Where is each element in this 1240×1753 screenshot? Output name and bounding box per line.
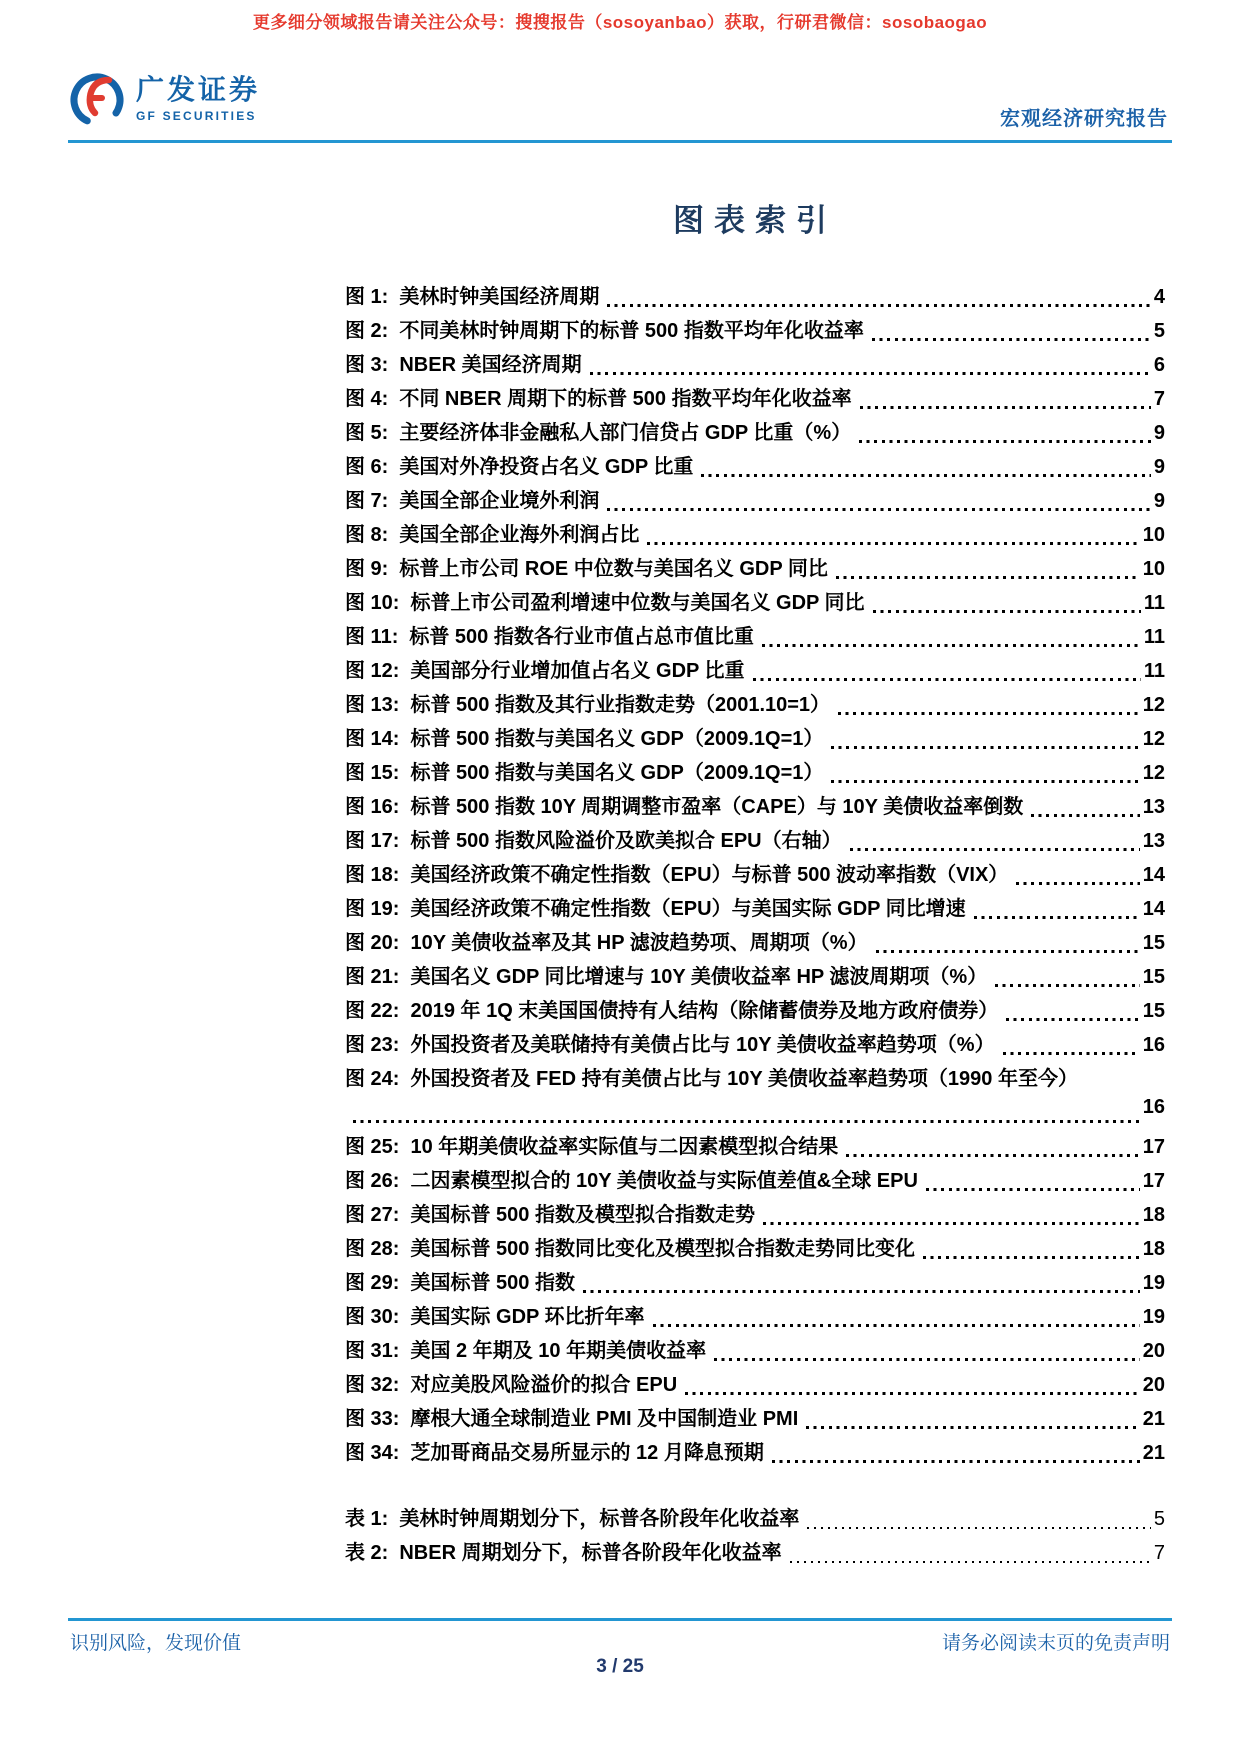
dot-leader xyxy=(1006,1018,1139,1021)
dot-leader xyxy=(995,984,1140,987)
toc-entry[interactable] xyxy=(345,654,1165,688)
toc-entry-title: 美国部分行业增加值占名义 GDP 比重 xyxy=(410,660,745,682)
toc-entry-title: 美林时钟美国经济周期 xyxy=(399,286,600,308)
toc-entry-label: 图 29: xyxy=(345,1272,400,1294)
page-number-indicator: 3 / 25 xyxy=(596,1656,644,1677)
toc-entry-label: 图 5: xyxy=(345,422,389,444)
dot-leader xyxy=(974,916,1140,919)
toc-page-number: 17 xyxy=(1142,1170,1165,1192)
dot-leader xyxy=(836,576,1140,579)
toc-page-number: 20 xyxy=(1142,1340,1165,1362)
toc-page-number: 21 xyxy=(1142,1442,1165,1464)
toc-entry-title: 10Y 美债收益率及其 HP 滤波趋势项、周期项（%） xyxy=(410,932,868,954)
toc-entry[interactable] xyxy=(345,1300,1165,1334)
toc-entry-label: 图 28: xyxy=(345,1238,400,1260)
toc-entry-title: 美国标普 500 指数 xyxy=(410,1272,575,1294)
dot-leader xyxy=(653,1324,1140,1327)
dot-leader xyxy=(831,780,1139,783)
toc-entry[interactable] xyxy=(345,756,1165,790)
toc-section xyxy=(345,196,1165,1570)
toc-page-number: 21 xyxy=(1142,1408,1165,1430)
toc-entry-title: 美国对外净投资占名义 GDP 比重 xyxy=(399,456,694,478)
dot-leader xyxy=(583,1290,1140,1293)
toc-entry-title: 外国投资者及 FED 持有美债占比与 10Y 美债收益率趋势项（1990 年至今） xyxy=(410,1068,1078,1090)
toc-entry-title: 10 年期美债收益率实际值与二因素模型拟合结果 xyxy=(410,1136,839,1158)
toc-entry-title: 标普 500 指数各行业市值占总市值比重 xyxy=(409,626,754,648)
logo-company-name-en: GF SECURITIES xyxy=(136,109,257,123)
toc-entry[interactable] xyxy=(345,1232,1165,1266)
toc-entry-label: 图 17: xyxy=(345,830,400,852)
toc-page-number: 9 xyxy=(1153,490,1165,512)
toc-entry-title: 主要经济体非金融私人部门信贷占 GDP 比重（%） xyxy=(399,422,852,444)
toc-entry-title: 芝加哥商品交易所显示的 12 月降息预期 xyxy=(410,1442,764,1464)
dot-leader xyxy=(876,950,1140,953)
toc-entry[interactable] xyxy=(345,858,1165,892)
toc-page-number: 19 xyxy=(1142,1306,1165,1328)
toc-page-number: 10 xyxy=(1142,524,1165,546)
figure-index-list xyxy=(345,280,1165,1470)
toc-entry-title: 美国标普 500 指数及模型拟合指数走势 xyxy=(410,1204,755,1226)
toc-entry-label: 图 22: xyxy=(345,1000,400,1022)
toc-page-number: 18 xyxy=(1142,1238,1165,1260)
dot-leader xyxy=(806,1426,1139,1429)
toc-entry-label: 图 13: xyxy=(345,694,400,716)
toc-entry-label: 图 2: xyxy=(345,320,389,342)
dot-leader xyxy=(762,644,1141,647)
toc-entry[interactable] xyxy=(345,382,1165,416)
toc-page-number: 20 xyxy=(1142,1374,1165,1396)
report-type-label: 宏观经济研究报告 xyxy=(1000,108,1168,130)
page-title: 图表索引 xyxy=(673,203,837,239)
toc-entry[interactable] xyxy=(345,824,1165,858)
toc-page-number: 18 xyxy=(1142,1204,1165,1226)
toc-entry-title: 标普 500 指数及其行业指数走势（2001.10=1） xyxy=(410,694,831,716)
toc-entry-title: 标普 500 指数与美国名义 GDP（2009.1Q=1） xyxy=(410,728,824,750)
toc-entry-label: 图 10: xyxy=(345,592,400,614)
promo-banner: 更多细分领域报告请关注公众号：搜搜报告（sosoyanbao）获取，行研君微信：sosobaogao xyxy=(252,13,988,32)
dot-leader xyxy=(647,542,1139,545)
toc-entry-label: 图 11: xyxy=(345,626,399,648)
footer-divider xyxy=(68,1618,1172,1621)
toc-page-number: 14 xyxy=(1142,898,1165,920)
toc-entry-label: 表 1: xyxy=(345,1508,389,1530)
toc-entry[interactable] xyxy=(345,1028,1165,1062)
gf-securities-logo xyxy=(68,68,260,130)
toc-entry[interactable] xyxy=(345,518,1165,552)
toc-entry-label: 图 24: xyxy=(345,1068,400,1090)
dot-leader xyxy=(772,1460,1140,1463)
toc-page-number: 14 xyxy=(1142,864,1165,886)
toc-page-number: 11 xyxy=(1143,660,1165,682)
toc-entry[interactable] xyxy=(345,1368,1165,1402)
toc-entry-title: 美国经济政策不确定性指数（EPU）与标普 500 波动率指数（VIX） xyxy=(410,864,1009,886)
dot-leader xyxy=(850,848,1140,851)
toc-entry-label: 图 31: xyxy=(345,1340,400,1362)
toc-page-number: 4 xyxy=(1153,286,1165,308)
toc-entry[interactable] xyxy=(345,994,1165,1028)
toc-entry-label: 图 32: xyxy=(345,1374,400,1396)
dot-leader xyxy=(1003,1052,1140,1055)
toc-page-number: 11 xyxy=(1143,626,1165,648)
toc-entry-title: 标普上市公司盈利增速中位数与美国名义 GDP 同比 xyxy=(410,592,865,614)
toc-entry-title: 美国全部企业境外利润 xyxy=(399,490,600,512)
toc-entry[interactable] xyxy=(345,1062,1165,1096)
toc-entry[interactable] xyxy=(345,552,1165,586)
dot-leader xyxy=(685,1392,1140,1395)
toc-entry-title: 标普 500 指数与美国名义 GDP（2009.1Q=1） xyxy=(410,762,824,784)
toc-entry-title: 2019 年 1Q 末美国国债持有人结构（除储蓄债券及地方政府债券） xyxy=(410,1000,999,1022)
toc-entry[interactable] xyxy=(345,1402,1165,1436)
dot-leader xyxy=(790,1561,1151,1563)
toc-page-number: 16 xyxy=(1142,1034,1165,1056)
toc-entry-label: 图 27: xyxy=(345,1204,400,1226)
toc-entry-label: 图 26: xyxy=(345,1170,400,1192)
dot-leader xyxy=(607,304,1151,307)
toc-entry-title: 美国 2 年期及 10 年期美债收益率 xyxy=(410,1340,707,1362)
toc-entry-title: NBER 周期划分下，标普各阶段年化收益率 xyxy=(399,1542,782,1564)
toc-page-number: 5 xyxy=(1153,320,1165,342)
toc-entry[interactable] xyxy=(345,484,1165,518)
toc-entry-label: 图 21: xyxy=(345,966,400,988)
toc-entry-title: 标普 500 指数风险溢价及欧美拟合 EPU（右轴） xyxy=(410,830,842,852)
toc-entry[interactable] xyxy=(345,314,1165,348)
toc-entry[interactable] xyxy=(345,1334,1165,1368)
toc-entry-label: 图 4: xyxy=(345,388,389,410)
dot-leader xyxy=(859,440,1151,443)
dot-leader xyxy=(763,1222,1140,1225)
toc-entry-title: 美国经济政策不确定性指数（EPU）与美国实际 GDP 同比增速 xyxy=(410,898,966,920)
logo-company-name: 广发证券 xyxy=(136,74,261,105)
toc-entry-label: 图 15: xyxy=(345,762,400,784)
dot-leader xyxy=(860,406,1151,409)
toc-page-number: 15 xyxy=(1142,932,1165,954)
toc-entry-continuation[interactable] xyxy=(345,1096,1165,1130)
toc-entry-label: 图 3: xyxy=(345,354,389,376)
toc-entry[interactable] xyxy=(345,416,1165,450)
toc-entry-label: 图 8: xyxy=(345,524,389,546)
dot-leader xyxy=(846,1154,1139,1157)
dot-leader xyxy=(807,1527,1151,1529)
toc-entry-title: NBER 美国经济周期 xyxy=(399,354,582,376)
toc-entry[interactable] xyxy=(345,1164,1165,1198)
toc-entry-title: 摩根大通全球制造业 PMI 及中国制造业 PMI xyxy=(410,1408,799,1430)
toc-entry[interactable] xyxy=(345,1536,1165,1570)
toc-page-number: 13 xyxy=(1142,830,1165,852)
toc-page-number: 9 xyxy=(1153,422,1165,444)
toc-entry[interactable] xyxy=(345,1130,1165,1164)
toc-entry-label: 图 34: xyxy=(345,1442,400,1464)
toc-page-number: 13 xyxy=(1142,796,1165,818)
toc-page-number: 15 xyxy=(1142,966,1165,988)
toc-entry[interactable] xyxy=(345,280,1165,314)
toc-entry[interactable] xyxy=(345,450,1165,484)
toc-entry-title: 不同 NBER 周期下的标普 500 指数平均年化收益率 xyxy=(399,388,852,410)
toc-entry-title: 外国投资者及美联储持有美债占比与 10Y 美债收益率趋势项（%） xyxy=(410,1034,995,1056)
footer-disclaimer-note: 请务必阅读末页的免责声明 xyxy=(941,1633,1170,1654)
toc-entry-title: 不同美林时钟周期下的标普 500 指数平均年化收益率 xyxy=(399,320,864,342)
header-divider xyxy=(68,140,1172,143)
dot-leader xyxy=(701,474,1150,477)
table-index-list xyxy=(345,1502,1165,1570)
toc-entry[interactable] xyxy=(345,1436,1165,1470)
toc-entry-label: 图 12: xyxy=(345,660,400,682)
toc-entry-title: 美林时钟周期划分下，标普各阶段年化收益率 xyxy=(399,1508,800,1530)
dot-leader xyxy=(838,712,1140,715)
toc-entry-title: 标普 500 指数 10Y 周期调整市盈率（CAPE）与 10Y 美债收益率倒数 xyxy=(410,796,1024,818)
toc-entry-title: 标普上市公司 ROE 中位数与美国名义 GDP 同比 xyxy=(399,558,828,580)
toc-entry-label: 图 33: xyxy=(345,1408,400,1430)
toc-entry[interactable] xyxy=(345,892,1165,926)
toc-entry-label: 图 9: xyxy=(345,558,389,580)
toc-entry-title: 美国实际 GDP 环比折年率 xyxy=(410,1306,645,1328)
toc-entry-label: 图 6: xyxy=(345,456,389,478)
toc-entry[interactable] xyxy=(345,688,1165,722)
toc-entry[interactable] xyxy=(345,1266,1165,1300)
toc-entry[interactable] xyxy=(345,1502,1165,1536)
toc-entry-label: 图 23: xyxy=(345,1034,400,1056)
toc-entry-label: 图 18: xyxy=(345,864,400,886)
toc-page-number: 16 xyxy=(1142,1096,1165,1118)
toc-entry-title: 美国标普 500 指数同比变化及模型拟合指数走势同比变化 xyxy=(410,1238,915,1260)
toc-page-number: 7 xyxy=(1153,1542,1165,1564)
toc-page-number: 15 xyxy=(1142,1000,1165,1022)
dot-leader xyxy=(873,610,1141,613)
toc-page-number: 12 xyxy=(1142,728,1165,750)
toc-entry-label: 图 30: xyxy=(345,1306,400,1328)
toc-page-number: 6 xyxy=(1153,354,1165,376)
logo-text xyxy=(136,74,260,124)
toc-entry-label: 图 14: xyxy=(345,728,400,750)
toc-entry-label: 图 7: xyxy=(345,490,389,512)
footer-slogan: 识别风险，发现价值 xyxy=(70,1633,242,1654)
toc-page-number: 19 xyxy=(1142,1272,1165,1294)
toc-entry[interactable] xyxy=(345,722,1165,756)
toc-entry-title: 对应美股风险溢价的拟合 EPU xyxy=(410,1374,678,1396)
dot-leader xyxy=(607,508,1151,511)
toc-entry-label: 图 25: xyxy=(345,1136,400,1158)
dot-leader xyxy=(923,1256,1140,1259)
toc-entry[interactable] xyxy=(345,1198,1165,1232)
dot-leader xyxy=(353,1120,1140,1123)
toc-page-number: 11 xyxy=(1143,592,1165,614)
toc-entry-title: 美国名义 GDP 同比增速与 10Y 美债收益率 HP 滤波周期项（%） xyxy=(410,966,988,988)
toc-entry[interactable] xyxy=(345,348,1165,382)
toc-page-number: 12 xyxy=(1142,694,1165,716)
toc-entry[interactable] xyxy=(345,586,1165,620)
toc-entry-label: 表 2: xyxy=(345,1542,389,1564)
toc-entry-title: 二因素模型拟合的 10Y 美债收益与实际值差值&全球 EPU xyxy=(410,1170,918,1192)
gf-logo-icon xyxy=(68,68,128,130)
toc-entry[interactable] xyxy=(345,926,1165,960)
toc-page-number: 12 xyxy=(1142,762,1165,784)
toc-page-number: 5 xyxy=(1153,1508,1165,1530)
dot-leader xyxy=(1016,882,1139,885)
dot-leader xyxy=(714,1358,1140,1361)
toc-page-number: 17 xyxy=(1142,1136,1165,1158)
toc-entry-label: 图 1: xyxy=(345,286,389,308)
dot-leader xyxy=(753,678,1141,681)
toc-entry-label: 图 20: xyxy=(345,932,400,954)
dot-leader xyxy=(872,338,1151,341)
toc-entry[interactable] xyxy=(345,960,1165,994)
toc-entry[interactable] xyxy=(345,790,1165,824)
toc-page-number: 10 xyxy=(1142,558,1165,580)
toc-page-number: 9 xyxy=(1153,456,1165,478)
toc-entry-title: 美国全部企业海外利润占比 xyxy=(399,524,640,546)
toc-page-number: 7 xyxy=(1153,388,1165,410)
dot-leader xyxy=(590,372,1151,375)
dot-leader xyxy=(831,746,1139,749)
dot-leader xyxy=(1031,814,1140,817)
toc-entry-label: 图 19: xyxy=(345,898,400,920)
dot-leader xyxy=(926,1188,1140,1191)
toc-entry-label: 图 16: xyxy=(345,796,400,818)
toc-entry[interactable] xyxy=(345,620,1165,654)
